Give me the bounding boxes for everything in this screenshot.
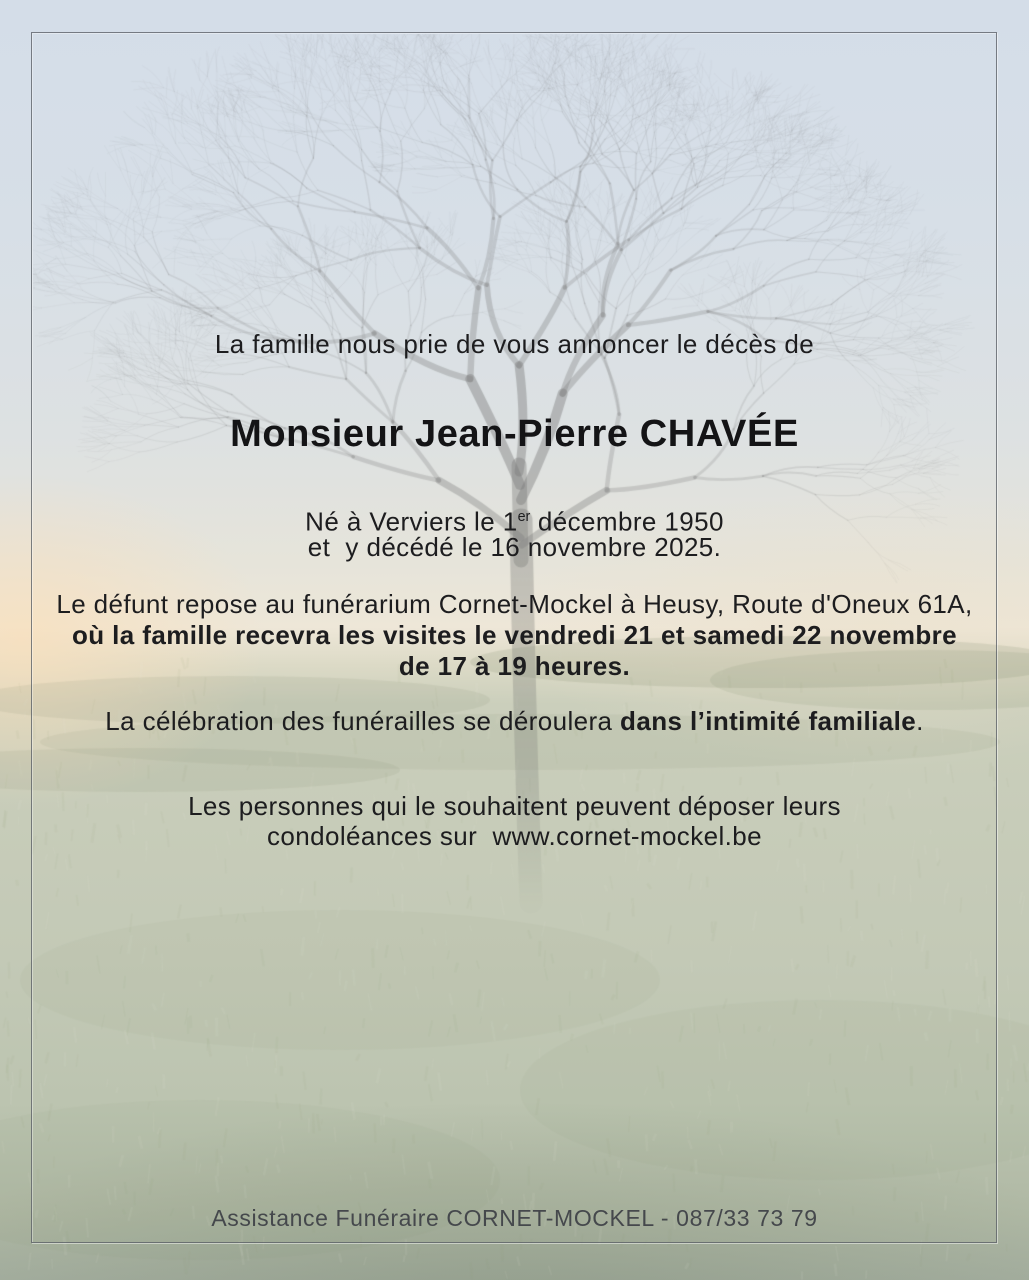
- funeral-home-footer: Assistance Funéraire CORNET-MOCKEL - 087/33 73 79: [211, 1205, 818, 1231]
- condolences-website: www.cornet-mockel.be: [492, 821, 762, 851]
- deceased-name: Monsieur Jean-Pierre CHAVÉE: [230, 413, 799, 456]
- visits-hours-line: de 17 à 19 heures.: [398, 651, 631, 681]
- birth-line-suffix: décembre 1950: [530, 506, 724, 537]
- visits-days-line: où la famille recevra les visites le vendredi 21 et samedi 22 novembre: [72, 620, 957, 650]
- ceremony-line-normal: La célébration des funérailles se déroulera: [105, 706, 621, 736]
- condolences-line-2-prefix: condoléances sur: [267, 821, 493, 851]
- birth-ordinal-superscript: er: [517, 509, 531, 525]
- condolences-line-1: Les personnes qui le souhaitent peuvent déposer leurs: [188, 791, 841, 821]
- death-line: et y décédé le 16 novembre 2025.: [307, 532, 722, 562]
- ceremony-line: [0, 706, 1029, 736]
- ceremony-line-bold: dans l’intimité familiale: [620, 706, 917, 736]
- ceremony-line-end: .: [916, 706, 924, 736]
- repose-location-line: Le défunt repose au funérarium Cornet-Mockel à Heusy, Route d'Oneux 61A,: [56, 589, 973, 619]
- intro-line: La famille nous prie de vous annoncer le décès de: [214, 329, 815, 359]
- condolences-line-2: [0, 821, 1029, 851]
- birth-line-prefix: Né à Verviers le 1: [305, 506, 518, 537]
